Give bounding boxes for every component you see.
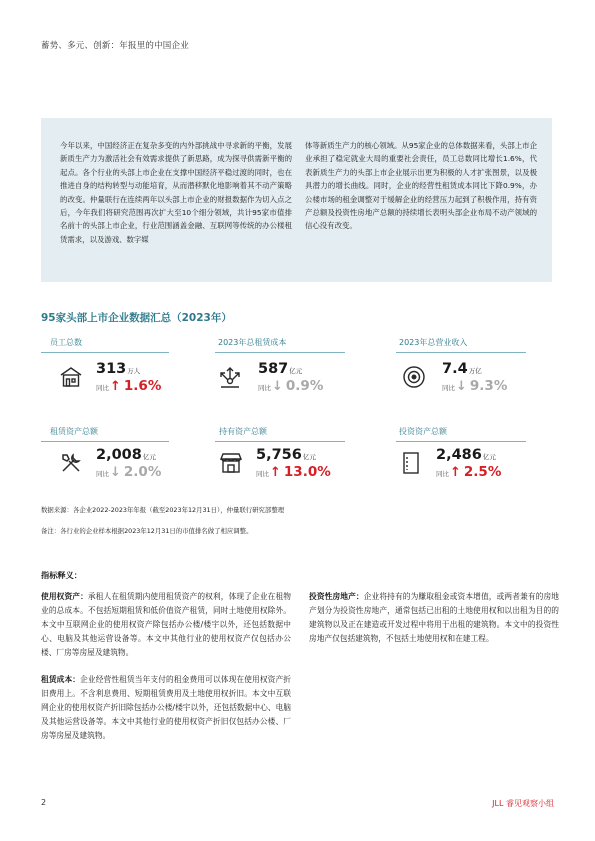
data-source-note: 数据来源：各企业2022-2023年年报（截至2023年12月31日），仲量联行研究部整理: [41, 506, 285, 514]
stat-label: 员工总数: [50, 338, 82, 347]
stat-divider: [41, 352, 169, 353]
definition-item: [41, 590, 291, 660]
definition-text: 企业将持有的为赚取租金或资本增值，或两者兼有的房地产划分为投资性房地产，通常包括已出租的土地使用权和以出租为目的的建筑物以及正在建造或开发过程中将用于出租的建筑物。本文中的投资性房地产仅包括建筑物，不包括土地使用权和在建工程。: [309, 592, 559, 643]
stat-label: 租赁资产总额: [50, 427, 98, 436]
stat-change: 1.6%: [123, 378, 162, 394]
stat-unit: 亿元: [142, 453, 156, 461]
stat-value: 2,486: [436, 447, 482, 463]
stat-change: 13.0%: [283, 464, 331, 480]
stat-unit: 亿元: [302, 453, 316, 461]
definition-term: 使用权资产：: [41, 592, 88, 601]
stat-unit: 万人: [127, 367, 141, 375]
page-header-title: 蓄势、多元、创新：年报里的中国企业: [41, 41, 189, 51]
up-arrow-icon: ↑: [450, 465, 461, 480]
stat-divider: [215, 352, 345, 353]
definition-term: 租赁成本：: [41, 675, 81, 684]
definition-text: 企业经营性租赁当年支付的租金费用可以体现在使用权资产折旧费用上。不含利息费用、短期租赁费用及土地使用权折旧。本文中互联网企业的使用权资产折旧除包括办公楼/楼宇以外，还包括数据中心、电脑及其他运营设备等。本文中其他行业的使用权资产折旧仅包括办公楼、厂房等房屋及建筑物。: [41, 675, 291, 740]
definition-item: [309, 590, 559, 646]
stat-unit: 亿元: [289, 367, 303, 375]
intro-text-right: 体等新质生产力的核心领域。从95家企业的总体数据来看，头部上市企业承担了稳定就业大局的重要社会责任，员工总数同比增长1.6%，代表新质生产力的头部上市企业展示出更为积极的人才扩张图景，以及极具潜力的增长曲线。同时，企业的经营性租赁成本同比下降0.9%，办公楼市场的租金调整对于缓解企业的经营压力起到了积极作用，持有资产总额及投资性房地产总额的持续增长表明头部企业布局不动产领域的信心没有改变。: [305, 141, 537, 231]
stat-divider: [396, 441, 526, 442]
yoy-label: 同比: [258, 384, 271, 392]
stat-revenue: [396, 337, 554, 394]
remark-note: 备注：各行业的企业样本根据2023年12月31日的市值排名做了相应调整。: [41, 527, 253, 535]
stat-change: 2.5%: [463, 464, 502, 480]
stat-label: 投资资产总额: [399, 427, 447, 436]
building-icon: [58, 364, 84, 390]
yoy-label: 同比: [256, 470, 269, 478]
stat-rent-cost: [215, 337, 373, 394]
stat-investment-assets: [396, 426, 554, 480]
stat-value: 5,756: [256, 447, 302, 463]
stat-label: 2023年总营业收入: [399, 338, 468, 347]
stat-value: 7.4: [442, 361, 468, 377]
definitions-left-column: [41, 590, 291, 756]
storefront-icon: [218, 450, 244, 476]
stat-change: 9.3%: [469, 378, 508, 394]
down-arrow-icon: ↓: [110, 465, 121, 480]
stat-value: 587: [258, 361, 289, 377]
yoy-label: 同比: [96, 470, 109, 478]
document-icon: [398, 450, 424, 476]
tools-icon: [58, 450, 84, 476]
definition-item: [41, 673, 291, 743]
yoy-label: 同比: [96, 384, 109, 392]
stat-unit: 亿元: [482, 453, 496, 461]
stat-label: 2023年总租赁成本: [218, 338, 287, 347]
yoy-label: 同比: [442, 384, 455, 392]
stat-held-assets: [215, 426, 373, 480]
stat-leased-assets: [41, 426, 199, 480]
stat-change: 2.0%: [123, 464, 162, 480]
summary-title: 95家头部上市企业数据汇总（2023年）: [41, 312, 232, 324]
definitions-right-column: [309, 590, 559, 659]
down-arrow-icon: ↓: [272, 379, 283, 394]
expand-arrows-icon: [217, 364, 243, 390]
stat-divider: [41, 441, 169, 442]
stat-employees: [41, 337, 199, 394]
stat-divider: [396, 352, 526, 353]
intro-text-left: 今年以来，中国经济正在复杂多变的内外部挑战中寻求新的平衡，发展新质生产力为激活社会有效需求提供了新思路，成为探寻供需新平衡的起点。各个行业的头部上市企业在支撑中国经济平稳过渡的同时，也在推进自身的结构转型与动能培育，从而潜移默化地影响着其不动产策略的改变。仲量联行在连续两年以头部上市企业的财报数据作为切入点之后，今年我们将研究范围再次扩大至10个细分领域，共计95家市值排名前十的头部上市企业，行业范围涵盖金融、互联网等传统的办公楼租赁需求，以及游戏、数字媒: [60, 141, 292, 244]
stat-divider: [215, 441, 345, 442]
page-number: 2: [41, 798, 47, 807]
definition-text: 承租人在租赁期内使用租赁资产的权利，体现了企业在租物业的总成本。不包括短期租赁和低价值资产租赁，同时土地使用权除外。本文中互联网企业的使用权资产除包括办公楼/楼宇以外，还包括数据中心、电脑及其他运营设备等。本文中其他行业的使用权资产仅包括办公楼、厂房等房屋及建筑物。: [41, 592, 291, 657]
target-icon: [401, 364, 427, 390]
yoy-label: 同比: [436, 470, 449, 478]
stat-change: 0.9%: [285, 378, 324, 394]
stat-label: 持有资产总额: [219, 427, 267, 436]
stat-value: 313: [96, 361, 127, 377]
stat-value: 2,008: [96, 447, 142, 463]
intro-box: [41, 118, 552, 282]
footer-brand: JLL 睿见观察小组: [492, 799, 554, 808]
up-arrow-icon: ↑: [270, 465, 281, 480]
definition-term: 投资性房地产：: [309, 592, 364, 601]
stat-unit: 万亿: [468, 367, 482, 375]
up-arrow-icon: ↑: [110, 379, 121, 394]
definitions-heading: 指标释义：: [41, 570, 82, 580]
down-arrow-icon: ↓: [456, 379, 467, 394]
